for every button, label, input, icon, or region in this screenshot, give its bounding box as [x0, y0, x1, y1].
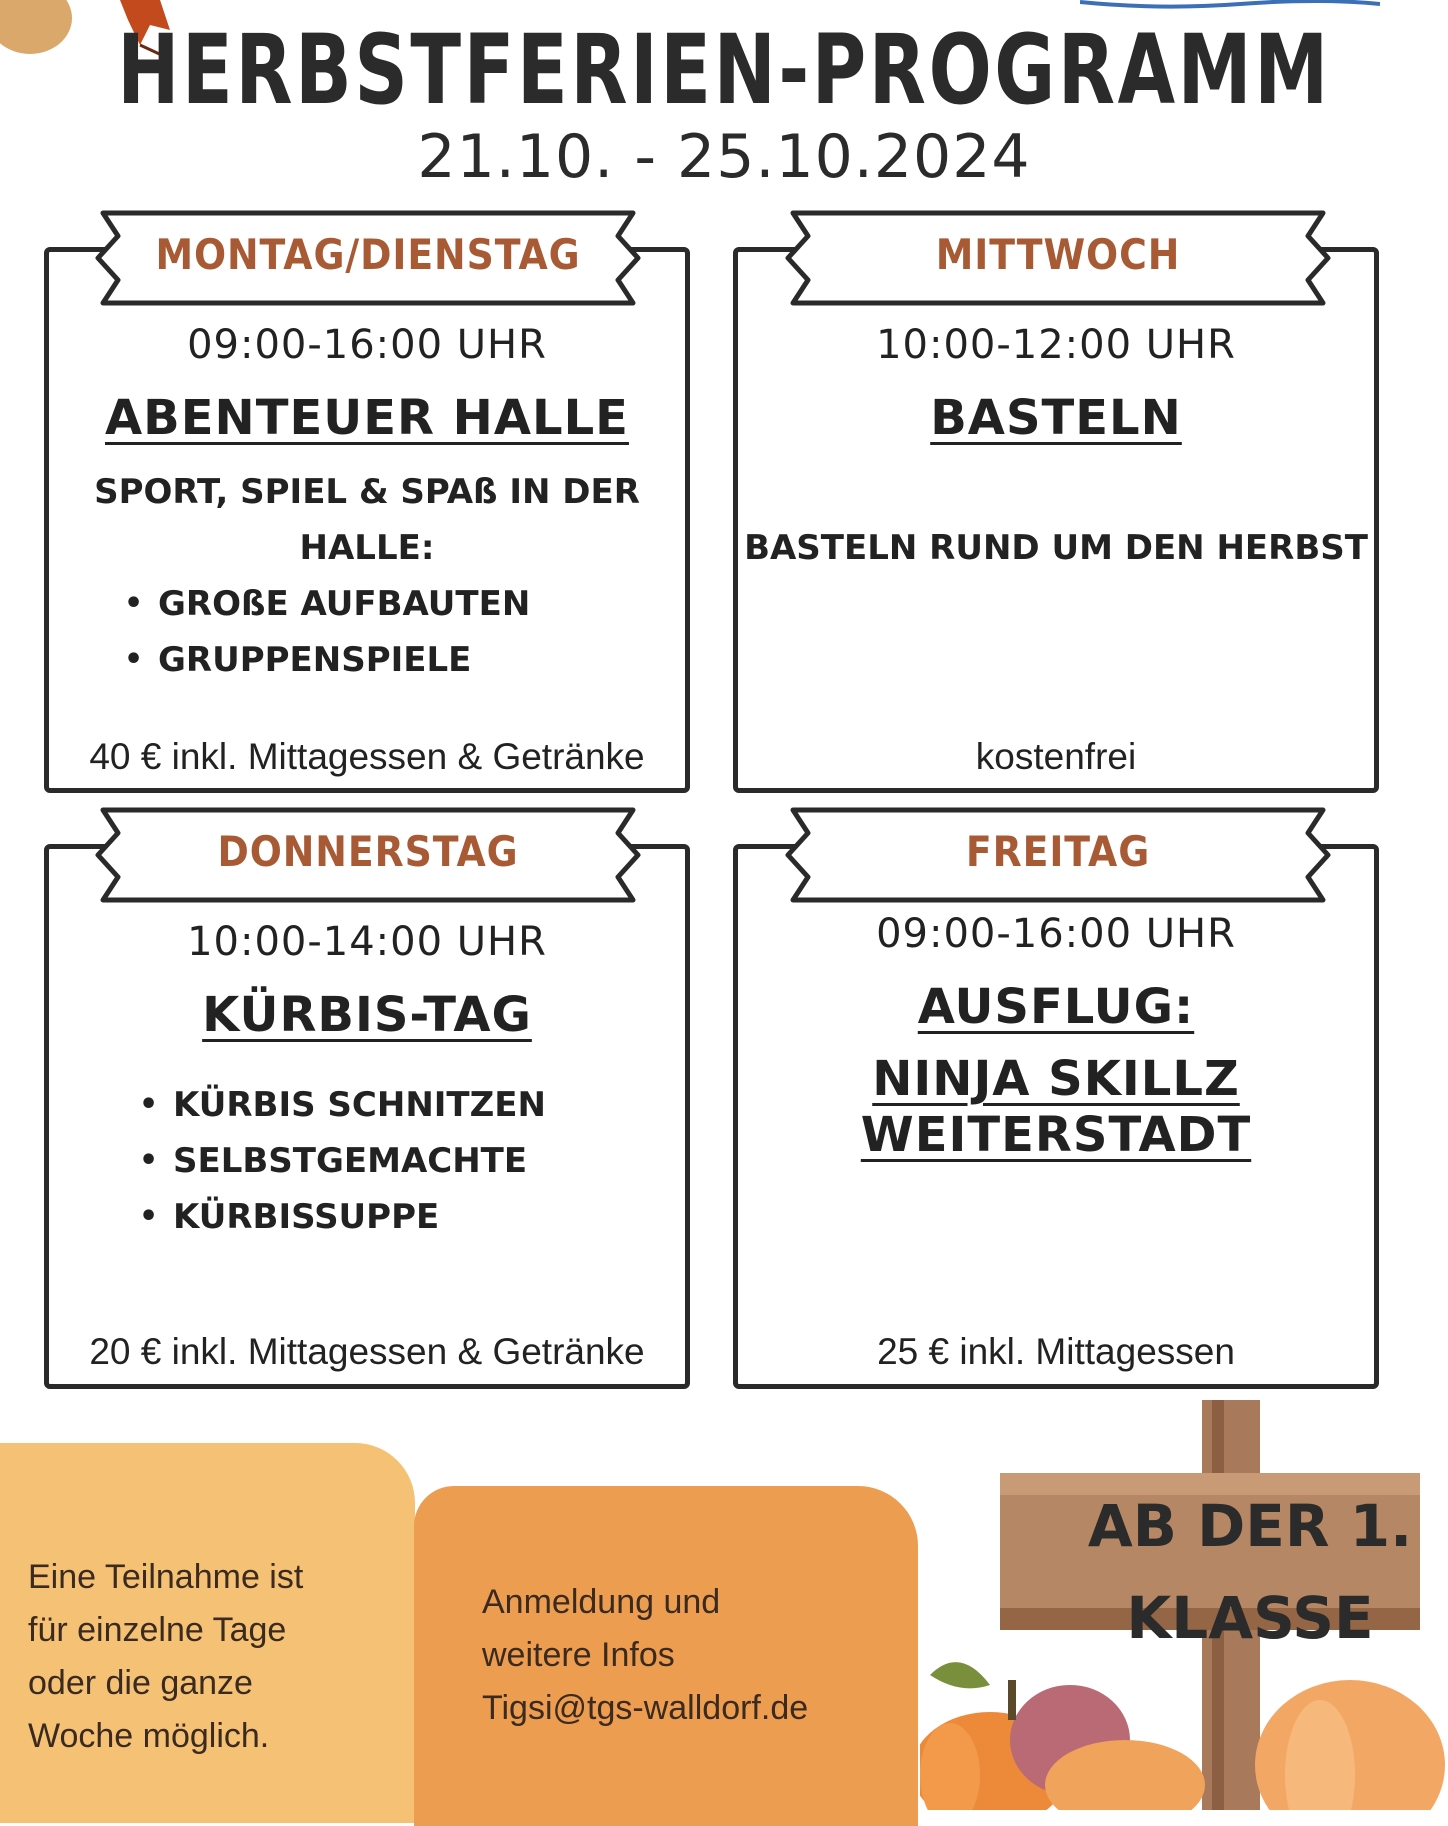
- activity-list: [124, 576, 530, 688]
- card-time: 09:00-16:00 UHR: [187, 322, 547, 368]
- card-description: SPORT, SPIEL & SPAß IN DER HALLE:: [94, 472, 640, 568]
- list-item: • GRUPPENSPIELE: [124, 632, 530, 688]
- sign-text: AB DER 1. KLASSE: [1087, 1492, 1413, 1652]
- day-label: MITTWOCH: [935, 230, 1181, 279]
- card-time: 09:00-16:00 UHR: [876, 911, 1236, 957]
- activity-list: [139, 1077, 546, 1245]
- card-friday: [733, 844, 1379, 1389]
- card-price: kostenfrei: [975, 736, 1137, 777]
- list-item: • SELBSTGEMACHTE: [139, 1133, 546, 1189]
- card-title: ABENTEUER HALLE: [105, 390, 629, 446]
- list-item: • GROßE AUFBAUTEN: [124, 576, 530, 632]
- card-description: BASTELN RUND UM DEN HERBST: [744, 528, 1368, 568]
- day-label: MONTAG/DIENSTAG: [155, 230, 581, 279]
- participation-box: [0, 1443, 415, 1823]
- page-title: HERBSTFERIEN-PROGRAMM: [117, 14, 1331, 126]
- card-price: 40 € inkl. Mittagessen & Getränke: [89, 736, 645, 777]
- card-wednesday: [733, 247, 1379, 793]
- card-thursday: [44, 844, 690, 1389]
- card-time: 10:00-12:00 UHR: [876, 322, 1236, 368]
- registration-text: Anmeldung und weitere Infos Tigsi@tgs-walldorf.de: [482, 1576, 808, 1735]
- participation-text: Eine Teilnahme ist für einzelne Tage oder die ganze Woche möglich.: [28, 1558, 304, 1755]
- list-item: • KÜRBISSUPPE: [139, 1189, 546, 1245]
- list-item: • KÜRBIS SCHNITZEN: [139, 1077, 546, 1133]
- day-label: FREITAG: [965, 827, 1151, 876]
- card-title: BASTELN: [930, 390, 1182, 446]
- card-title: AUSFLUG:: [917, 979, 1195, 1035]
- registration-box: [414, 1486, 918, 1826]
- card-price: 25 € inkl. Mittagessen: [877, 1331, 1235, 1372]
- card-subtitle: NINJA SKILLZ WEITERSTADT: [860, 1051, 1252, 1163]
- blue-brush-decoration: [1080, 0, 1380, 12]
- card-title: KÜRBIS-TAG: [202, 987, 532, 1043]
- date-range: 21.10. - 25.10.2024: [417, 122, 1031, 192]
- card-time: 10:00-14:00 UHR: [187, 919, 547, 965]
- contact-email[interactable]: Tigsi@tgs-walldorf.de: [482, 1689, 809, 1727]
- day-label: DONNERSTAG: [217, 827, 519, 876]
- card-price: 20 € inkl. Mittagessen & Getränke: [89, 1331, 645, 1372]
- card-monday-tuesday: [44, 247, 690, 793]
